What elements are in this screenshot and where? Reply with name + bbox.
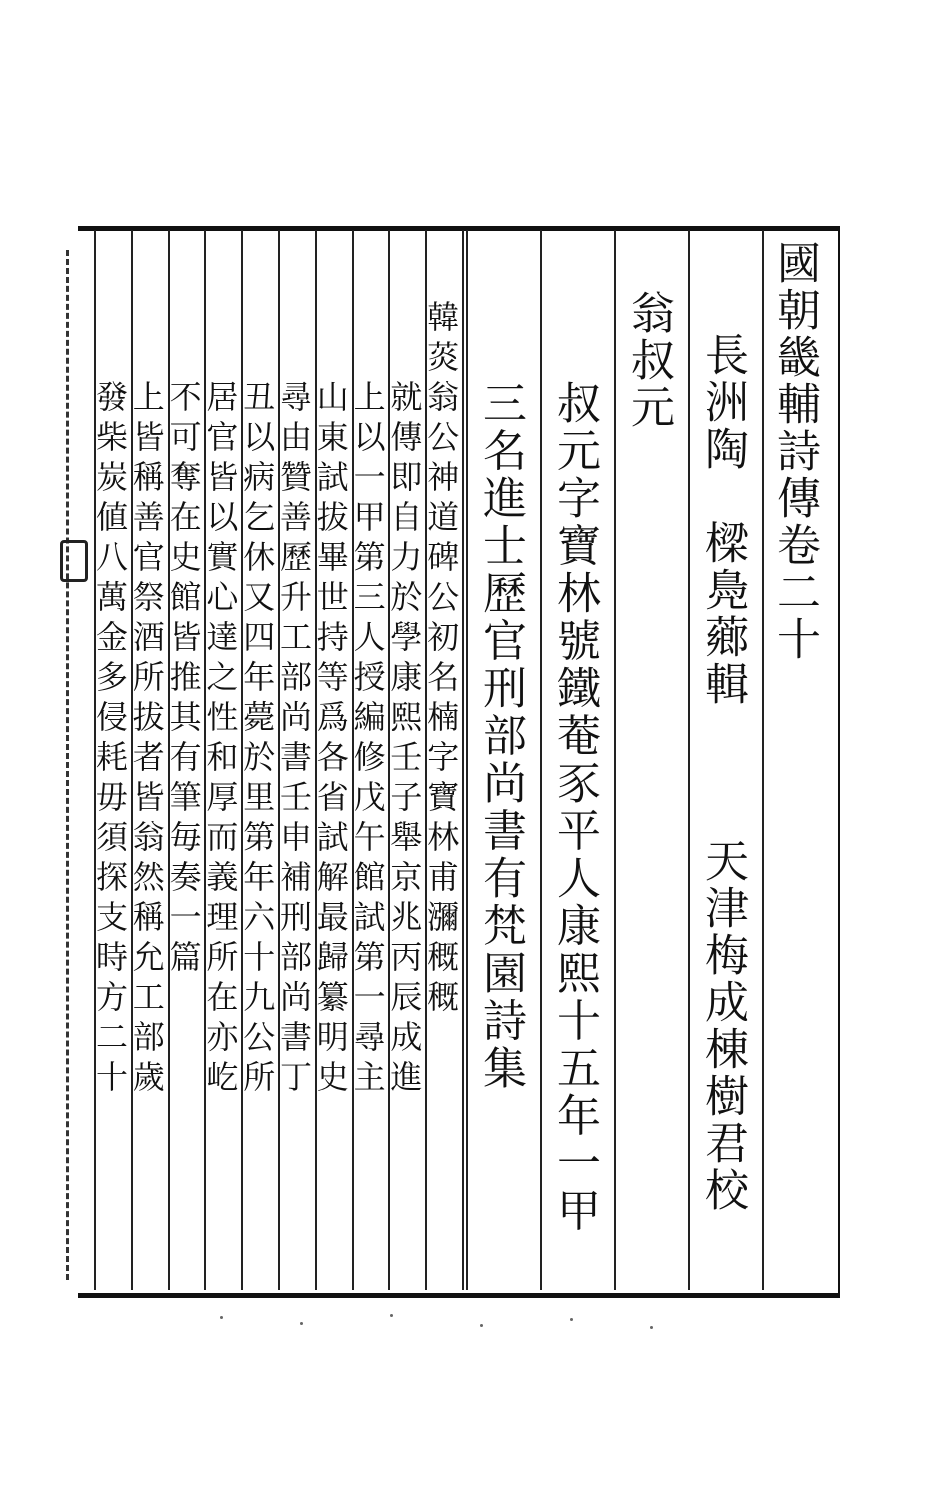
column-rule: [762, 230, 764, 1290]
column-rule: [425, 230, 427, 1290]
fold-edge: [66, 250, 69, 1280]
column-rule: [94, 230, 96, 1290]
column-rule: [315, 230, 317, 1290]
collator-line: 天津梅成棟樹君校: [697, 838, 748, 1214]
column-rule: [204, 230, 206, 1290]
biography-line: 上以一甲第三人授編修戊午館試第一尋主: [348, 380, 387, 1100]
biography-line: 韓菼翁公神道碑公初名楠字寶林甫瀰穊穊: [422, 300, 461, 1020]
biography-line: 就傳即自力於學康熙壬子舉京兆丙辰成進: [385, 380, 424, 1100]
biography-line: 居官皆以實心達之性和厚而義理所在亦屹: [201, 380, 240, 1100]
compiler-line: 長洲陶 樑鳧薌輯: [697, 332, 748, 708]
column-rule: [278, 230, 280, 1290]
paper-specks: [180, 1308, 780, 1338]
biography-line: 尋由贊善歷升工部尚書壬申補刑部尚書丁: [275, 380, 313, 1100]
biography-line: 不可奪在史館皆推其有筆毎奏一篇: [164, 380, 203, 980]
entry-line: 叔元字寶林號鐵菴豕平人康熙十五年一甲: [549, 380, 600, 1235]
biography-line: 丑以病乞休又四年薨於里第年六十九公所: [238, 380, 277, 1100]
volume-title: 國朝畿輔詩傳卷二十: [769, 240, 820, 663]
poet-name: 翁叔元: [623, 290, 674, 431]
column-rule: [131, 230, 133, 1290]
column-rule: [466, 230, 468, 1290]
biography-line: 山東試拔畢世持等爲各省試解最歸纂明史: [311, 380, 350, 1100]
column-rule: [352, 230, 354, 1290]
fish-tail-mark: [60, 540, 88, 582]
column-rule: [241, 230, 243, 1290]
column-rule: [168, 230, 170, 1290]
column-rule: [688, 230, 690, 1290]
column-rule: [540, 230, 542, 1290]
column-rule: [462, 230, 464, 1290]
column-rule: [614, 230, 616, 1290]
biography-line: 上皆稱善官祭酒所拔者皆翁然稱允工部歲: [127, 380, 166, 1100]
biography-line: 發柴炭値八萬金多侵耗毋須探支時方二十: [91, 380, 129, 1100]
column-rule: [388, 230, 390, 1290]
entry-line: 三名進士歷官刑部尚書有梵園詩集: [475, 380, 526, 1093]
